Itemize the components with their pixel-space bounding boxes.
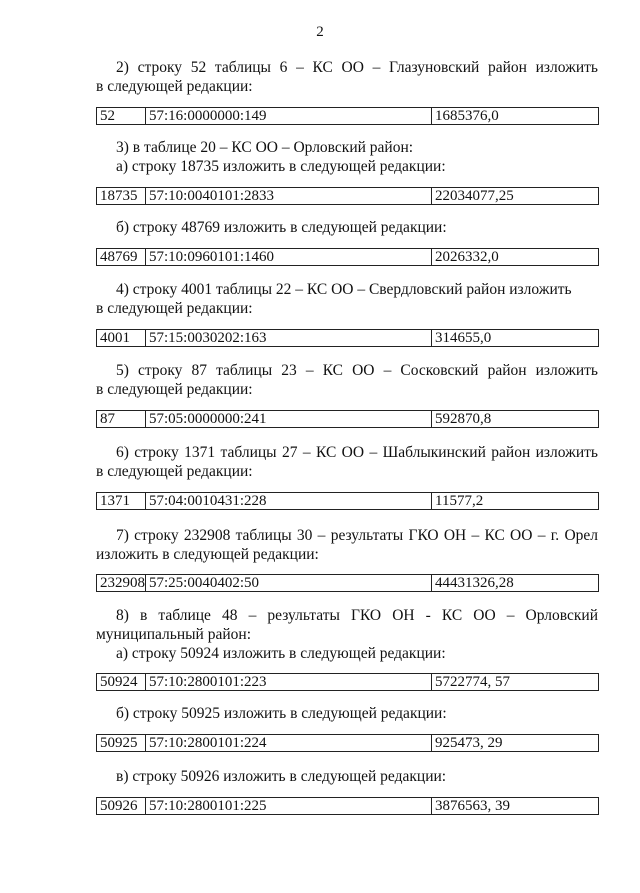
paragraph-item-6	[96, 443, 598, 481]
paragraph-item-3a	[96, 138, 598, 176]
paragraph-item-8c	[96, 767, 598, 786]
paragraph-item-3b	[96, 218, 598, 237]
paragraph-line: изложить в следующей редакции:	[96, 546, 319, 563]
cadastral-number-cell: 57:10:0040101:2833	[146, 188, 432, 205]
table-row-50925	[96, 734, 599, 752]
paragraph-line: 6) строку 1371 таблицы 27 – КС ОО – Шаблыкинский район изложить	[116, 444, 598, 461]
table-row-48769	[96, 248, 599, 266]
paragraph-line: муниципальный район:	[96, 626, 252, 643]
paragraph-item-5	[96, 361, 598, 399]
paragraph-line: а) строку 18735 изложить в следующей редакции:	[116, 158, 446, 175]
paragraph-line: в следующей редакции:	[96, 463, 253, 480]
cadastral-value-cell: 314655,0	[432, 330, 599, 347]
row-number-cell: 50926	[97, 798, 146, 815]
cadastral-value-cell: 5722774, 57	[432, 674, 599, 691]
paragraph-line: 8) в таблице 48 – результаты ГКО ОН - КС ОО – Орловский	[116, 607, 598, 624]
cadastral-value-cell: 11577,2	[432, 493, 599, 510]
cadastral-value-cell: 1685376,0	[432, 108, 599, 125]
table-row-18735	[96, 187, 599, 205]
paragraph-line: 4) строку 4001 таблицы 22 – КС ОО – Свердловский район изложить	[116, 281, 572, 298]
cadastral-value-cell: 44431326,28	[432, 575, 599, 592]
row-number-cell: 50925	[97, 735, 146, 752]
paragraph-item-8a	[96, 606, 598, 663]
table-row-50924	[96, 673, 599, 691]
cadastral-value-cell: 925473, 29	[432, 735, 599, 752]
paragraph-line: в следующей редакции:	[96, 300, 253, 317]
row-number-cell: 1371	[97, 493, 146, 510]
paragraph-item-2	[96, 58, 598, 96]
paragraph-line: 2) строку 52 таблицы 6 – КС ОО – Глазуновский район изложить	[116, 59, 598, 76]
cadastral-number-cell: 57:10:2800101:224	[146, 735, 432, 752]
row-number-cell: 87	[97, 411, 146, 428]
paragraph-line: в следующей редакции:	[96, 381, 253, 398]
row-number-cell: 4001	[97, 330, 146, 347]
row-number-cell: 18735	[97, 188, 146, 205]
paragraph-line: в следующей редакции:	[96, 78, 253, 95]
cadastral-number-cell: 57:10:0960101:1460	[146, 249, 432, 266]
cadastral-number-cell: 57:25:0040402:50	[146, 575, 432, 592]
cadastral-number-cell: 57:04:0010431:228	[146, 493, 432, 510]
paragraph-item-8b	[96, 704, 598, 723]
cadastral-value-cell: 3876563, 39	[432, 798, 599, 815]
page-number: 2	[316, 24, 324, 40]
row-number-cell: 48769	[97, 249, 146, 266]
cadastral-value-cell: 2026332,0	[432, 249, 599, 266]
row-number-cell: 50924	[97, 674, 146, 691]
table-row-52	[96, 107, 599, 125]
paragraph-line: 3) в таблице 20 – КС ОО – Орловский район:	[116, 139, 414, 156]
paragraph-line: б) строку 50925 изложить в следующей редакции:	[116, 705, 447, 722]
paragraph-item-7	[96, 526, 598, 564]
paragraph-item-4	[96, 280, 598, 318]
paragraph-line: 7) строку 232908 таблицы 30 – результаты ГКО ОН – КС ОО – г. Орел	[116, 527, 598, 544]
cadastral-number-cell: 57:10:2800101:223	[146, 674, 432, 691]
cadastral-number-cell: 57:15:0030202:163	[146, 330, 432, 347]
table-row-87	[96, 410, 599, 428]
table-row-232908	[96, 574, 599, 592]
row-number-cell: 232908	[97, 575, 146, 592]
paragraph-line: б) строку 48769 изложить в следующей редакции:	[116, 219, 447, 236]
paragraph-line: а) строку 50924 изложить в следующей редакции:	[116, 645, 446, 662]
cadastral-number-cell: 57:16:0000000:149	[146, 108, 432, 125]
table-row-1371	[96, 492, 599, 510]
table-row-4001	[96, 329, 599, 347]
row-number-cell: 52	[97, 108, 146, 125]
paragraph-line: 5) строку 87 таблицы 23 – КС ОО – Сосковский район изложить	[116, 362, 598, 379]
cadastral-value-cell: 22034077,25	[432, 188, 599, 205]
cadastral-value-cell: 592870,8	[432, 411, 599, 428]
paragraph-line: в) строку 50926 изложить в следующей редакции:	[116, 768, 447, 785]
table-row-50926	[96, 797, 599, 815]
cadastral-number-cell: 57:10:2800101:225	[146, 798, 432, 815]
cadastral-number-cell: 57:05:0000000:241	[146, 411, 432, 428]
